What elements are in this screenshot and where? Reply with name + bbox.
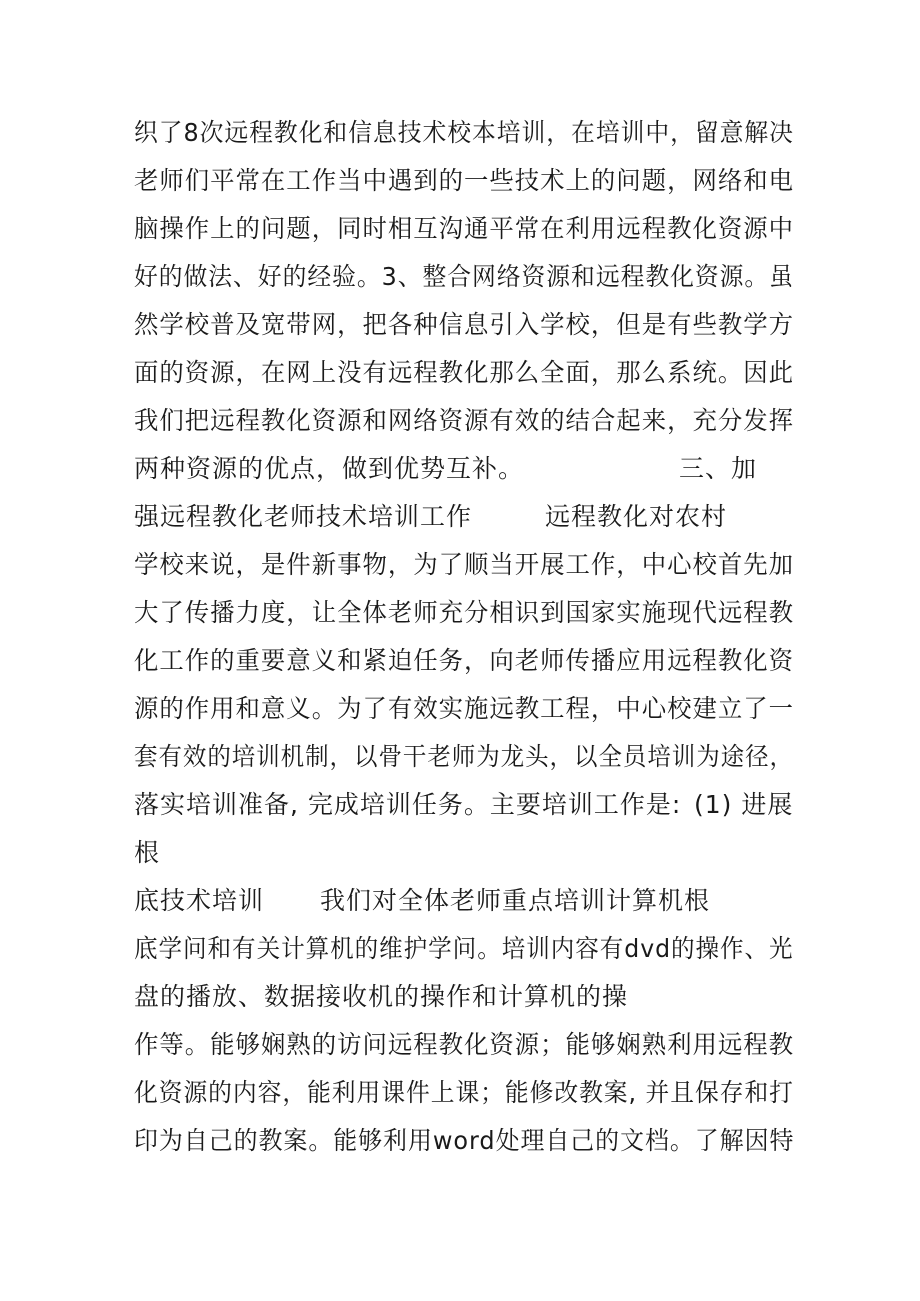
text-line-11: 大了传播力度，让全体老师充分相识到国家实施现代远程教 <box>134 598 795 627</box>
text-line-18: 底学问和有关计算机的维护学问。培训内容有dvd的操作、光 <box>134 934 794 963</box>
text-line-14: 套有效的培训机制，以骨干老师为龙头，以全员培训为途径， <box>134 742 795 771</box>
text-line-17 <box>134 881 794 921</box>
text-segment: 落实培训准备, 完成培训任务。主要培训工作是: <box>134 790 682 819</box>
text-line-8 <box>134 449 794 489</box>
text-line-22: 印为自己的教案。能够利用word处理自己的文档。了解因特 <box>134 1126 795 1155</box>
text-line-9 <box>134 497 794 537</box>
text-line-20: 作等。能够娴熟的访问远程教化资源；能够娴熟利用远程教 <box>134 1030 795 1059</box>
text-line-12: 化工作的重要意义和紧迫任务，向老师传播应用远程教化资 <box>134 646 795 675</box>
subheading: 底技术培训 <box>134 886 265 915</box>
text-segment: 我们对全体老师重点培训计算机根 <box>320 886 711 915</box>
section-heading-end: 强远程教化老师技术培训工作 <box>134 502 473 531</box>
text-line-1: 织了8次远程教化和信息技术校本培训，在培训中，留意解决 <box>134 118 794 147</box>
text-line-3: 脑操作上的问题，同时相互沟通平常在利用远程教化资源中 <box>134 214 795 243</box>
text-line-2: 老师们平常在工作当中遇到的一些技术上的问题，网络和电 <box>134 166 795 195</box>
text-line-10: 学校来说，是件新事物，为了顺当开展工作，中心校首先加 <box>134 550 795 579</box>
text-line-15 <box>134 785 794 825</box>
text-line-13: 源的作用和意义。为了有效实施远教工程，中心校建立了一 <box>134 694 795 723</box>
text-segment: 两种资源的优点，做到优势互补。 <box>134 454 525 483</box>
text-line-4: 好的做法、好的经验。3、整合网络资源和远程教化资源。虽 <box>134 262 794 291</box>
list-item-marker: (1) 进展 <box>694 790 794 819</box>
text-line-21: 化资源的内容，能利用课件上课；能修改教案, 并且保存和打 <box>134 1078 794 1107</box>
text-line-5: 然学校普及宽带网，把各种信息引入学校，但是有些教学方 <box>134 310 795 339</box>
text-segment: 远程教化对农村 <box>545 502 728 531</box>
text-line-16: 根 <box>134 838 161 867</box>
text-line-7: 我们把远程教化资源和网络资源有效的结合起来，充分发挥 <box>134 406 795 435</box>
text-line-19: 盘的播放、数据接收机的操作和计算机的操 <box>134 982 629 1011</box>
section-heading-start: 三、加 <box>679 454 758 483</box>
text-line-6: 面的资源，在网上没有远程教化那么全面，那么系统。因此 <box>134 358 795 387</box>
